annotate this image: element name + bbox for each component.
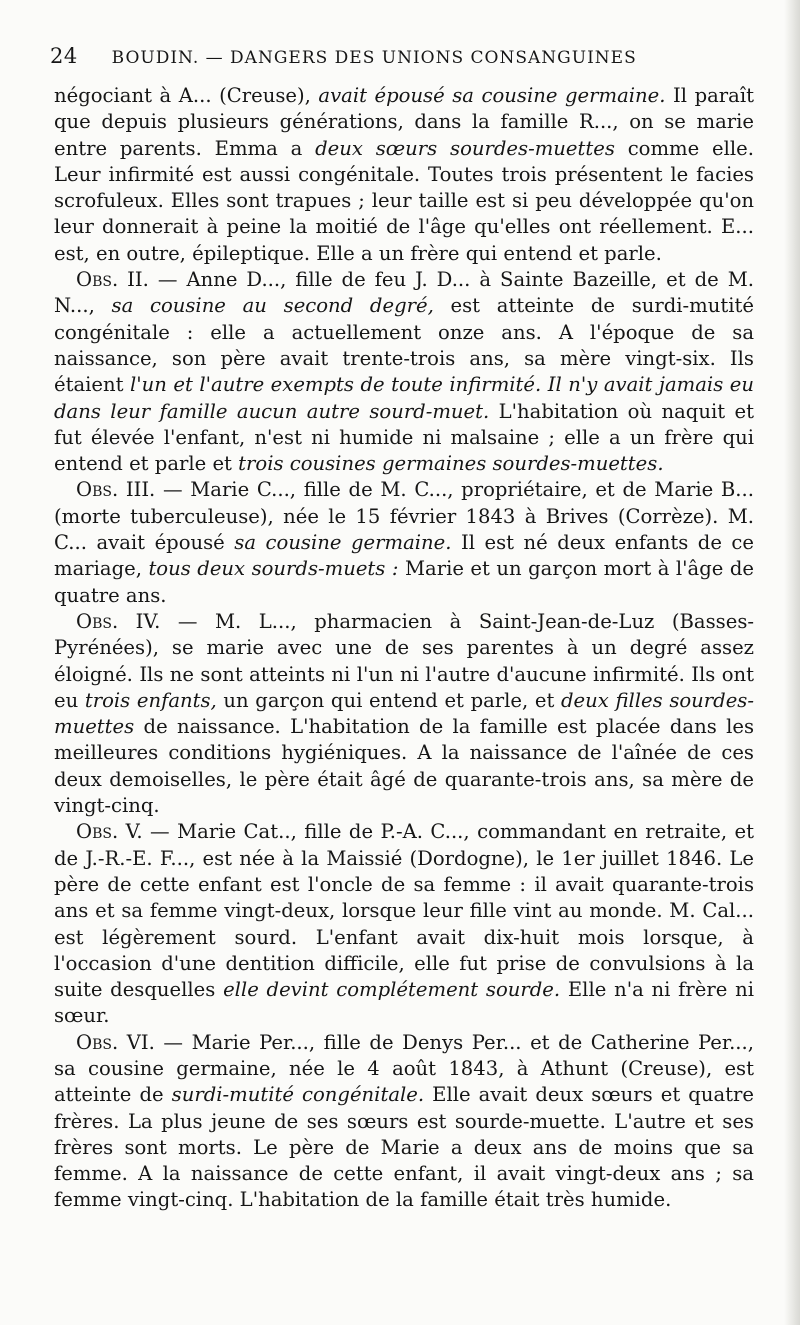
observation-6	[54, 1030, 754, 1214]
observation-label: Obs. III.	[76, 478, 156, 502]
text-run: négociant à A... (Creuse),	[54, 84, 319, 107]
italic-text: deux filles sourdes-muettes	[54, 688, 754, 739]
italic-text: elle devint complétement sourde.	[223, 978, 561, 1002]
text-run: un garçon qui entend et parle, et	[216, 688, 561, 712]
italic-text: sa cousine germaine.	[234, 531, 452, 555]
text-run: — Marie Per..., fille de Denys Per... et de Catherine Per..., sa cousine germaine, née le 4 août 1843, à Athunt (Creuse), est atteinte de	[54, 1030, 754, 1107]
observation-3	[54, 477, 754, 608]
text-run: de naissance. L'habitation de la famille est placée dans les meilleures conditions hygiéniques. A la naissance de l'aînée de ces deux demoiselles, le père était âgé de quarante-trois ans, sa mère de vingt-cinq.	[54, 715, 754, 818]
observation-label: Obs. IV.	[76, 609, 161, 633]
italic-text: l'un et l'autre exempts de toute infirmité. Il n'y avait jamais eu dans leur famille aucun autre sourd-muet.	[54, 373, 754, 423]
body-text	[54, 83, 754, 1214]
observation-2	[54, 267, 754, 477]
text-run: est atteinte de surdi-mutité congénitale : elle a actuellement onze ans. A l'époque de sa naissance, son père avait trente-trois ans, sa mère vingt-six. Ils étaient	[54, 294, 754, 397]
running-title: BOUDIN. — DANGERS DES UNIONS CONSANGUINES	[111, 48, 637, 68]
italic-text: trois cousines germaines sourdes-muettes.	[238, 452, 664, 476]
text-run: Marie et un garçon mort à l'âge de quatre ans.	[54, 557, 754, 607]
paragraph-continuation	[54, 83, 754, 267]
page-number: 24	[50, 44, 78, 68]
text-run: — Anne D..., fille de feu J. D... à Sainte Bazeille, et de M. N...,	[54, 268, 754, 318]
text-run: — Marie C..., fille de M. C..., propriétaire, et de Marie B... (morte tuberculeuse), née le 15 février 1843 à Brives (Corrèze). M. C... avait épousé	[54, 478, 754, 555]
text-run: Il est né deux enfants de ce mariage,	[54, 531, 754, 581]
text-run: Elle n'a ni frère ni sœur.	[54, 978, 754, 1028]
italic-text: surdi-mutité congénitale.	[171, 1083, 425, 1107]
text-run: Il paraît que depuis plusieurs générations, dans la famille R..., on se marie entre parents. Emma a	[54, 84, 754, 160]
text-run: Elle avait deux sœurs et quatre frères. La plus jeune de ses sœurs est sourde-muette. L'autre et ses frères sont morts. Le père de Marie a deux ans de moins que sa femme. A la naissance de cette enfant, il avait vingt-deux ans ; sa femme vingt-cinq. L'habitation de la famille était très humide.	[54, 1083, 754, 1212]
page-edge-shadow	[784, 0, 800, 1325]
observation-5	[54, 819, 754, 1029]
italic-text: avait épousé sa cousine germaine.	[318, 84, 666, 107]
italic-text: tous deux sourds-muets :	[148, 557, 399, 581]
text-run: comme elle. Leur infirmité est aussi congénitale. Toutes trois présentent le facies scrofuleux. Elles sont trapues ; leur taille est si peu développée qu'on leur donnerait à peine la moitié de l'âge qu'elles ont réellement. E... est, en outre, épileptique. Elle a un frère qui entend et parle.	[54, 136, 755, 265]
text-run: L'habitation où naquit et fut élevée l'enfant, n'est ni humide ni malsaine ; elle a un frère qui entend et parle et	[54, 399, 754, 476]
observation-label: Obs. II.	[76, 268, 149, 292]
observation-label: Obs. V.	[76, 820, 143, 844]
italic-text: sa cousine au second degré,	[111, 294, 434, 318]
observation-label: Obs. VI.	[76, 1030, 155, 1054]
italic-text: deux sœurs sourdes-muettes	[315, 136, 615, 160]
text-run: — Marie Cat.., fille de P.-A. C..., commandant en retraite, et de J.-R.-E. F..., est née à la Maissié (Dordogne), le 1er juillet 1846. Le père de cette enfant est l'oncle de sa femme : il avait quarante-trois ans et sa femme vingt-deux, lorsque leur fille vint au monde. M. Cal... est légèrement sourd. L'enfant avait dix-huit mois lorsque, à l'occasion d'une dentition difficile, elle fut prise de convulsions à la suite desquelles	[54, 820, 754, 1002]
observation-4	[54, 609, 754, 819]
running-header	[50, 44, 750, 68]
italic-text: trois enfants,	[84, 688, 217, 712]
text-run: — M. L..., pharmacien à Saint-Jean-de-Luz (Basses-Pyrénées), se marie avec une de ses parentes à un degré assez éloigné. Ils ne sont atteints ni l'un ni l'autre d'aucune infirmité. Ils ont eu	[54, 609, 754, 712]
